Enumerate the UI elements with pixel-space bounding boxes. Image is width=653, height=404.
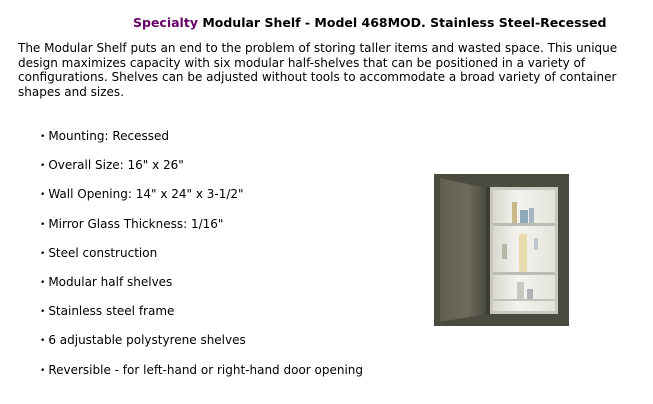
bullet-icon: • [40, 365, 46, 376]
bullet-icon: • [40, 277, 46, 288]
spec-text: 6 adjustable polystyrene shelves [48, 333, 246, 348]
spec-text: Stainless steel frame [48, 304, 175, 319]
spec-text: Mirror Glass Thickness: 1/16" [48, 216, 224, 231]
spec-text: Wall Opening: 14" x 24" x 3-1/2" [48, 187, 244, 202]
bullet-icon: • [40, 132, 46, 142]
bullet-icon: • [40, 161, 46, 172]
spec-item [40, 245, 363, 274]
spec-item [40, 303, 363, 332]
spec-list [40, 128, 363, 391]
bullet-icon: • [40, 190, 46, 201]
spec-text: Overall Size: 16" x 26" [48, 158, 184, 173]
bullet-icon: • [40, 307, 46, 318]
title-text: Modular Shelf - Model 468MOD. Stainless Steel-Recessed [202, 15, 607, 30]
product-description: The Modular Shelf puts an end to the problem of storing taller items and wasted space. This unique design maximizes capacity with six modular half-shelves that can be positioned in a variety of configurations. Shelves can be adjusted without tools to accommodate a broad variety of container shapes and sizes. [18, 41, 618, 99]
spec-text: Modular half shelves [48, 274, 173, 289]
spec-item [40, 362, 363, 391]
brand-name: Specialty [133, 15, 198, 30]
bullet-icon: • [40, 248, 46, 259]
spec-item [40, 186, 363, 215]
spec-text: Mounting: Recessed [48, 129, 170, 143]
spec-text: Reversible - for left-hand or right-hand door opening [48, 362, 364, 377]
spec-text: Steel construction [48, 245, 158, 260]
bullet-icon: • [40, 219, 46, 230]
spec-item [40, 216, 363, 245]
spec-item [40, 128, 363, 157]
bullet-icon: • [40, 336, 46, 347]
medicine-cabinet-photo [434, 174, 569, 326]
medicine-cabinet-illustration [434, 174, 569, 326]
spec-item [40, 274, 363, 303]
spec-item [40, 332, 363, 361]
product-title [133, 15, 606, 30]
spec-item [40, 157, 363, 186]
